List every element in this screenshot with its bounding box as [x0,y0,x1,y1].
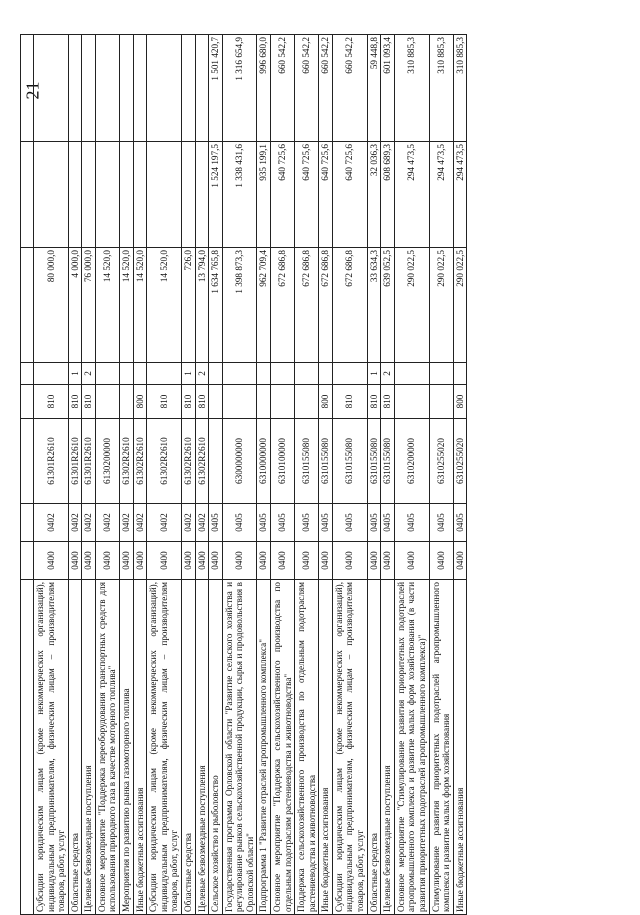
target-item-code: 61302R2610 [195,419,209,504]
row-name: Подпрограмма 1 "Развитие отраслей агропромышленного комплекса" [257,580,271,915]
target-item-code: 6310155080 [381,419,395,504]
expense-type-code: 800 [133,385,147,419]
section-code: 0400 [332,542,367,580]
source-code: 1 [367,363,381,385]
rotated-page [20,35,620,915]
table-row [209,35,223,915]
section-code: 0400 [429,542,453,580]
target-item-code: 61301R2610 [82,419,96,504]
row-name: Областные средства [367,580,381,915]
row-name: Областные средства [68,580,82,915]
subsection-code: 0405 [319,504,333,542]
amount-year-1: 726,0 [181,248,195,363]
subsection-code: 0405 [222,504,257,542]
amount-year-2: 1 338 431,6 [222,142,257,248]
expense-type-code: 810 [195,385,209,419]
source-code: 2 [195,363,209,385]
expense-type-code: 810 [82,385,96,419]
amount-year-3: 601 093,4 [381,35,395,142]
subsection-code: 0402 [133,504,147,542]
source-code [209,363,223,385]
amount-year-1: 672 686,8 [332,248,367,363]
amount-year-2: 640 725,6 [332,142,367,248]
target-item-code: 6310200000 [394,419,429,504]
section-code: 0400 [295,542,319,580]
table-row [429,35,453,915]
row-name: Мероприятия по развитию рынка газомоторного топлива [120,580,134,915]
amount-year-3: 660 542,2 [295,35,319,142]
amount-year-1: 1 634 765,8 [209,248,223,363]
amount-year-3: 660 542,2 [319,35,333,142]
section-code: 0400 [222,542,257,580]
source-code [95,363,119,385]
target-item-code: 6310100000 [270,419,294,504]
amount-year-2: 640 725,6 [319,142,333,248]
row-name: Основное мероприятие "Поддержка сельскохозяйственного производства по отдельным подотраслям растениеводства и животноводства" [270,580,294,915]
amount-year-3 [195,35,209,142]
amount-year-3 [68,35,82,142]
subsection-code: 0405 [394,504,429,542]
amount-year-1: 290 022,5 [453,248,467,363]
expense-type-code: 810 [147,385,182,419]
subsection-code: 0402 [120,504,134,542]
expense-type-code [257,385,271,419]
section-code: 0400 [34,542,69,580]
source-code [429,363,453,385]
target-item-code: 6130200000 [95,419,119,504]
table-row [222,35,257,915]
expense-type-code: 810 [367,385,381,419]
amount-year-3: 310 885,3 [429,35,453,142]
amount-year-1: 14 520,0 [120,248,134,363]
source-code [120,363,134,385]
row-name: Иные бюджетные ассигнования [453,580,467,915]
row-name: Государственная программа Орловской области "Развитие сельского хозяйства и регулирование рынков сельскохозяйственной продукции, сырья и продовольствия в Орловской области" [222,580,257,915]
amount-year-3: 660 542,2 [270,35,294,142]
target-item-code: 6310155080 [295,419,319,504]
amount-year-1: 76 000,0 [82,248,96,363]
amount-year-1: 290 022,5 [429,248,453,363]
target-item-code: 6310255020 [429,419,453,504]
amount-year-1: 14 520,0 [133,248,147,363]
subsection-code: 0402 [82,504,96,542]
table-row [120,35,134,915]
amount-year-2 [181,142,195,248]
amount-year-3: 1 501 420,7 [209,35,223,142]
table-row [68,35,82,915]
source-code [222,363,257,385]
amount-year-1: 639 052,5 [381,248,395,363]
amount-year-1: 33 634,3 [367,248,381,363]
amount-year-3 [120,35,134,142]
amount-year-1: 4 000,0 [68,248,82,363]
amount-year-1: 672 686,8 [270,248,294,363]
row-name: Субсидии юридическим лицам (кроме некоммерческих организаций), индивидуальным предпринимателям, физическим лицам – производителям товаров, работ, услуг [332,580,367,915]
amount-year-3 [95,35,119,142]
target-item-code: 61302R2610 [181,419,195,504]
subsection-code: 0405 [209,504,223,542]
expense-type-code: 800 [319,385,333,419]
amount-year-3: 660 542,2 [332,35,367,142]
subsection-code: 0405 [381,504,395,542]
expense-type-code [394,385,429,419]
amount-year-3: 59 448,8 [367,35,381,142]
amount-year-3 [82,35,96,142]
amount-year-1: 14 520,0 [95,248,119,363]
section-code: 0400 [82,542,96,580]
amount-year-2: 640 725,6 [270,142,294,248]
amount-year-2: 294 473,5 [429,142,453,248]
source-code: 1 [68,363,82,385]
table-row [381,35,395,915]
expense-type-code: 810 [332,385,367,419]
table-row [147,35,182,915]
table-row [319,35,333,915]
amount-year-1: 1 398 873,3 [222,248,257,363]
source-code [295,363,319,385]
section-code: 0400 [195,542,209,580]
amount-year-3 [147,35,182,142]
target-item-code: 61301R2610 [34,419,69,504]
source-code [133,363,147,385]
amount-year-1: 672 686,8 [319,248,333,363]
table-row [82,35,96,915]
amount-year-1: 13 794,0 [195,248,209,363]
table-row [453,35,467,915]
section-code: 0400 [394,542,429,580]
subsection-code: 0405 [332,504,367,542]
expense-type-code: 810 [34,385,69,419]
subsection-code: 0405 [295,504,319,542]
source-code [34,363,69,385]
table-header-row [21,35,34,915]
row-name: Целевые безвозмездные поступления [381,580,395,915]
amount-year-2: 935 199,1 [257,142,271,248]
row-name: Субсидии юридическим лицам (кроме некоммерческих организаций), индивидуальным предпринимателям, физическим лицам – производителям товаров, работ, услуг [147,580,182,915]
table-row [367,35,381,915]
amount-year-1: 80 000,0 [34,248,69,363]
amount-year-3: 996 680,0 [257,35,271,142]
table-row [95,35,119,915]
target-item-code: 6300000000 [222,419,257,504]
expense-type-code [222,385,257,419]
amount-year-1: 672 686,8 [295,248,319,363]
table-row [394,35,429,915]
row-name: Сельское хозяйство и рыболовство [209,580,223,915]
amount-year-2: 294 473,5 [453,142,467,248]
subsection-code: 0402 [181,504,195,542]
section-code: 0400 [319,542,333,580]
expense-type-code [295,385,319,419]
row-name: Поддержка сельскохозяйственного производства по отдельным подотраслям растениеводства и животноводства [295,580,319,915]
amount-year-3: 1 316 654,9 [222,35,257,142]
source-code: 2 [82,363,96,385]
amount-year-1: 14 520,0 [147,248,182,363]
expense-type-code [120,385,134,419]
amount-year-2 [34,142,69,248]
amount-year-2: 640 725,6 [295,142,319,248]
section-code: 0400 [181,542,195,580]
source-code [270,363,294,385]
target-item-code: 6310255020 [453,419,467,504]
section-code: 0400 [133,542,147,580]
source-code [319,363,333,385]
page-number: 21 [22,81,43,100]
expense-type-code: 810 [181,385,195,419]
row-name: Целевые безвозмездные поступления [195,580,209,915]
subsection-code: 0405 [453,504,467,542]
amount-year-2 [82,142,96,248]
table-row [195,35,209,915]
amount-year-3 [34,35,69,142]
row-name: Основное мероприятие "Поддержка переоборудования транспортных средств для использования природного газа в качестве моторного топлива" [95,580,119,915]
source-code [394,363,429,385]
table-row [133,35,147,915]
budget-table [20,34,467,915]
target-item-code [209,419,223,504]
section-code: 0400 [453,542,467,580]
amount-year-3: 310 885,3 [394,35,429,142]
section-code: 0400 [68,542,82,580]
expense-type-code [209,385,223,419]
subsection-code: 0405 [429,504,453,542]
subsection-code: 0405 [270,504,294,542]
expense-type-code: 810 [381,385,395,419]
target-item-code: 61302R2610 [120,419,134,504]
row-name: Субсидии юридическим лицам (кроме некоммерческих организаций), индивидуальным предпринимателям, физическим лицам – производителям товаров, работ, услуг [34,580,69,915]
subsection-code: 0405 [257,504,271,542]
amount-year-2: 608 689,3 [381,142,395,248]
subsection-code: 0402 [95,504,119,542]
amount-year-2: 1 524 197,5 [209,142,223,248]
expense-type-code [429,385,453,419]
expense-type-code: 800 [453,385,467,419]
section-code: 0400 [120,542,134,580]
row-name: Иные бюджетные ассигнования [133,580,147,915]
table-row [34,35,69,915]
target-item-code: 6310000000 [257,419,271,504]
amount-year-2 [120,142,134,248]
section-code: 0400 [209,542,223,580]
table-row [295,35,319,915]
expense-type-code: 810 [68,385,82,419]
amount-year-2: 294 473,5 [394,142,429,248]
subsection-code: 0405 [367,504,381,542]
table-row [257,35,271,915]
table-row [270,35,294,915]
target-item-code: 61302R2610 [147,419,182,504]
source-code [257,363,271,385]
section-code: 0400 [381,542,395,580]
amount-year-2 [95,142,119,248]
amount-year-3 [133,35,147,142]
subsection-code: 0402 [195,504,209,542]
source-code [453,363,467,385]
target-item-code: 6310155080 [367,419,381,504]
row-name: Основное мероприятие "Стимулирование развития приоритетных подотраслей агропромышленного комплекса и развитие малых форм хозяйствования (в части развития приоритетных подотраслей агропромышленного комплекса)" [394,580,429,915]
target-item-code: 61302R2610 [133,419,147,504]
source-code [147,363,182,385]
target-item-code: 61301R2610 [68,419,82,504]
amount-year-2 [68,142,82,248]
section-code: 0400 [270,542,294,580]
source-code: 1 [181,363,195,385]
row-name: Целевые безвозмездные поступления [82,580,96,915]
source-code [332,363,367,385]
section-code: 0400 [367,542,381,580]
section-code: 0400 [95,542,119,580]
amount-year-3: 310 885,3 [453,35,467,142]
row-name: Иные бюджетные ассигнования [319,580,333,915]
amount-year-2 [195,142,209,248]
amount-year-2: 32 036,3 [367,142,381,248]
section-code: 0400 [147,542,182,580]
amount-year-3 [181,35,195,142]
table-row [181,35,195,915]
table-body [21,35,467,915]
target-item-code: 6310155080 [332,419,367,504]
source-code: 2 [381,363,395,385]
row-name: Областные средства [181,580,195,915]
target-item-code: 6310155080 [319,419,333,504]
section-code: 0400 [257,542,271,580]
table-row [332,35,367,915]
expense-type-code [270,385,294,419]
amount-year-1: 290 022,5 [394,248,429,363]
expense-type-code [95,385,119,419]
amount-year-2 [147,142,182,248]
subsection-code: 0402 [147,504,182,542]
subsection-code: 0402 [34,504,69,542]
amount-year-2 [133,142,147,248]
subsection-code: 0402 [68,504,82,542]
row-name: Стимулирование развития приоритетных подотраслей агропромышленного комплекса и развитие малых форм хозяйствования [429,580,453,915]
amount-year-1: 962 709,4 [257,248,271,363]
